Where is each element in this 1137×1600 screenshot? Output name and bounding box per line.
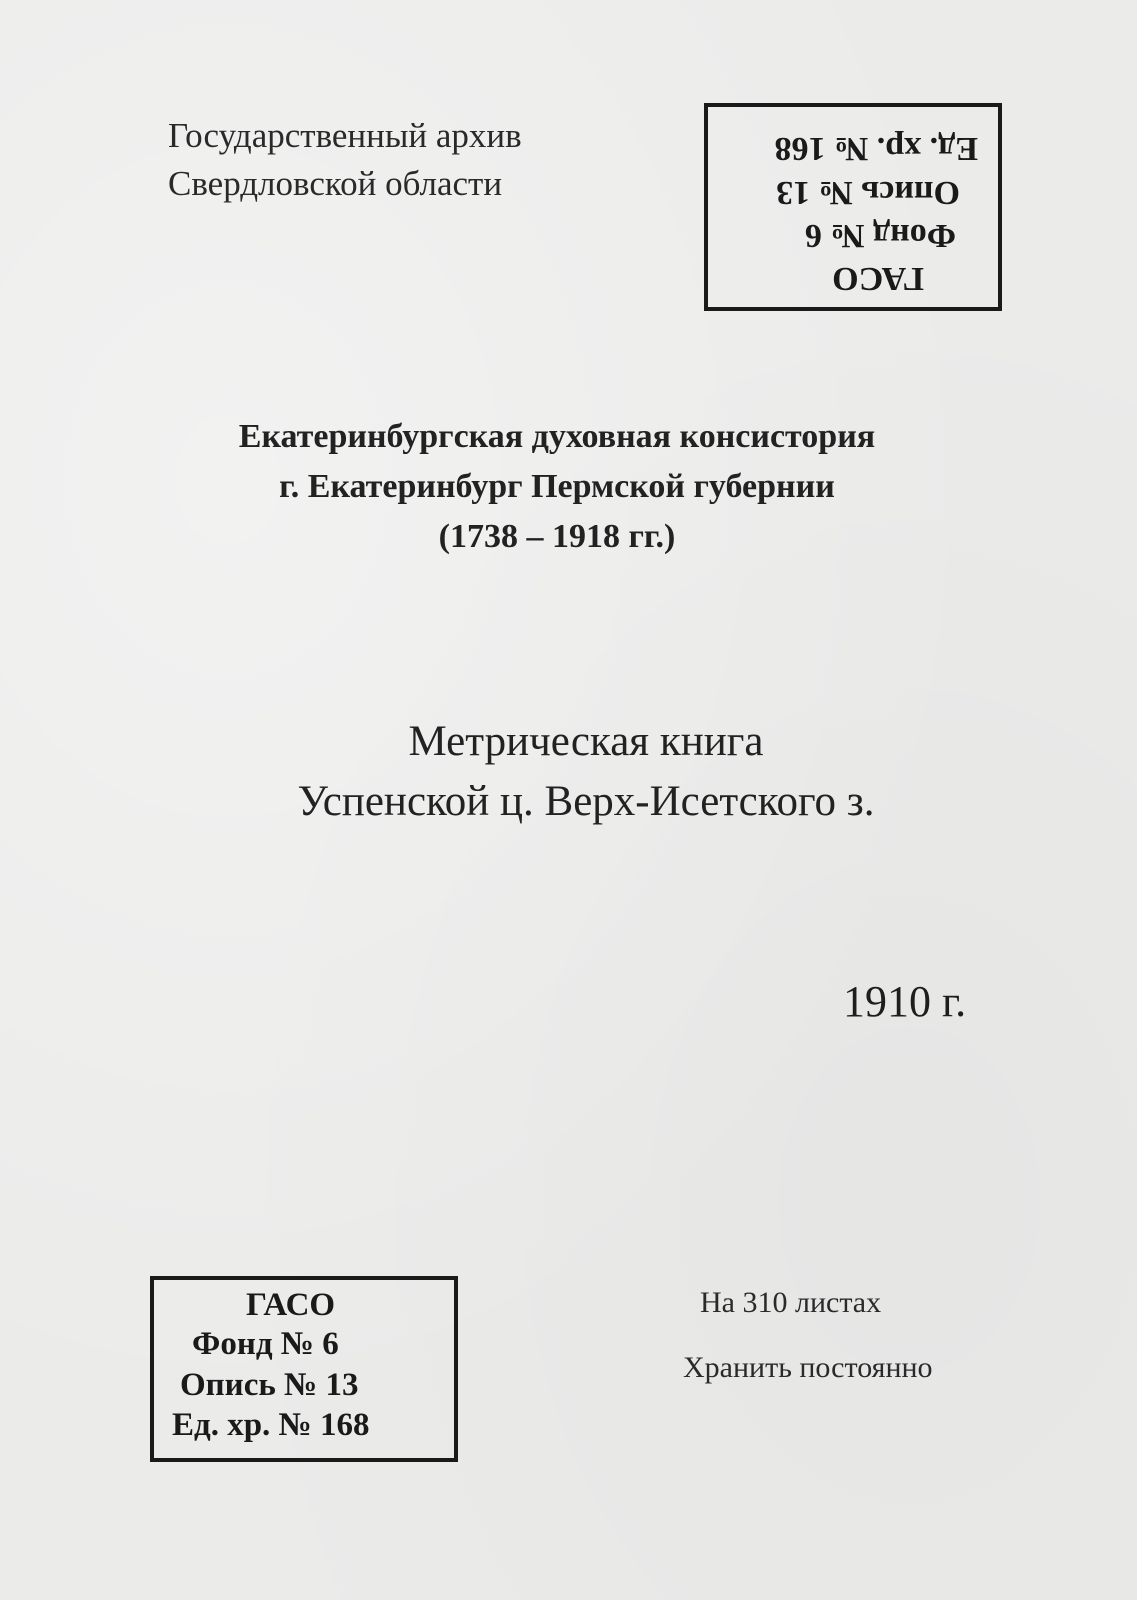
book-title-line-2: Успенской ц. Верх-Исетского з.	[297, 778, 875, 825]
archive-stamp	[150, 1276, 458, 1462]
book-title-line-1: Метрическая книга	[408, 718, 764, 765]
stamp-line-2: Фонд № 6	[192, 1326, 339, 1362]
stamp-line-3: Опись № 13	[180, 1367, 359, 1403]
consistory-line-3: (1738 – 1918 гг.)	[438, 518, 676, 555]
consistory-line-1: Екатеринбургская духовная консистория	[238, 418, 876, 455]
storage-note: Хранить постоянно	[683, 1351, 933, 1384]
archive-name	[168, 112, 522, 208]
archive-stamp-inverted	[704, 103, 1002, 311]
stamp-line-4: Ед. хр. № 168	[172, 1407, 370, 1443]
stamp-inverted-line-2: Фонд № 6	[804, 217, 956, 254]
archive-name-line-1: Государственный архив	[168, 116, 522, 155]
stamp-line-1: ГАСО	[246, 1287, 336, 1323]
stamp-inverted-line-3: Опись № 13	[776, 174, 960, 211]
sheet-count: На 310 листах	[700, 1286, 882, 1319]
consistory-line-2: г. Екатеринбург Пермской губернии	[279, 468, 835, 505]
archive-name-line-2: Свердловской области	[168, 164, 503, 203]
stamp-inverted-line-1: ГАСО	[832, 260, 924, 297]
stamp-inverted-line-4: Ед. хр. № 168	[774, 130, 978, 167]
year: 1910 г.	[843, 977, 967, 1026]
book-title	[0, 712, 1137, 832]
consistory-heading	[0, 412, 1114, 562]
